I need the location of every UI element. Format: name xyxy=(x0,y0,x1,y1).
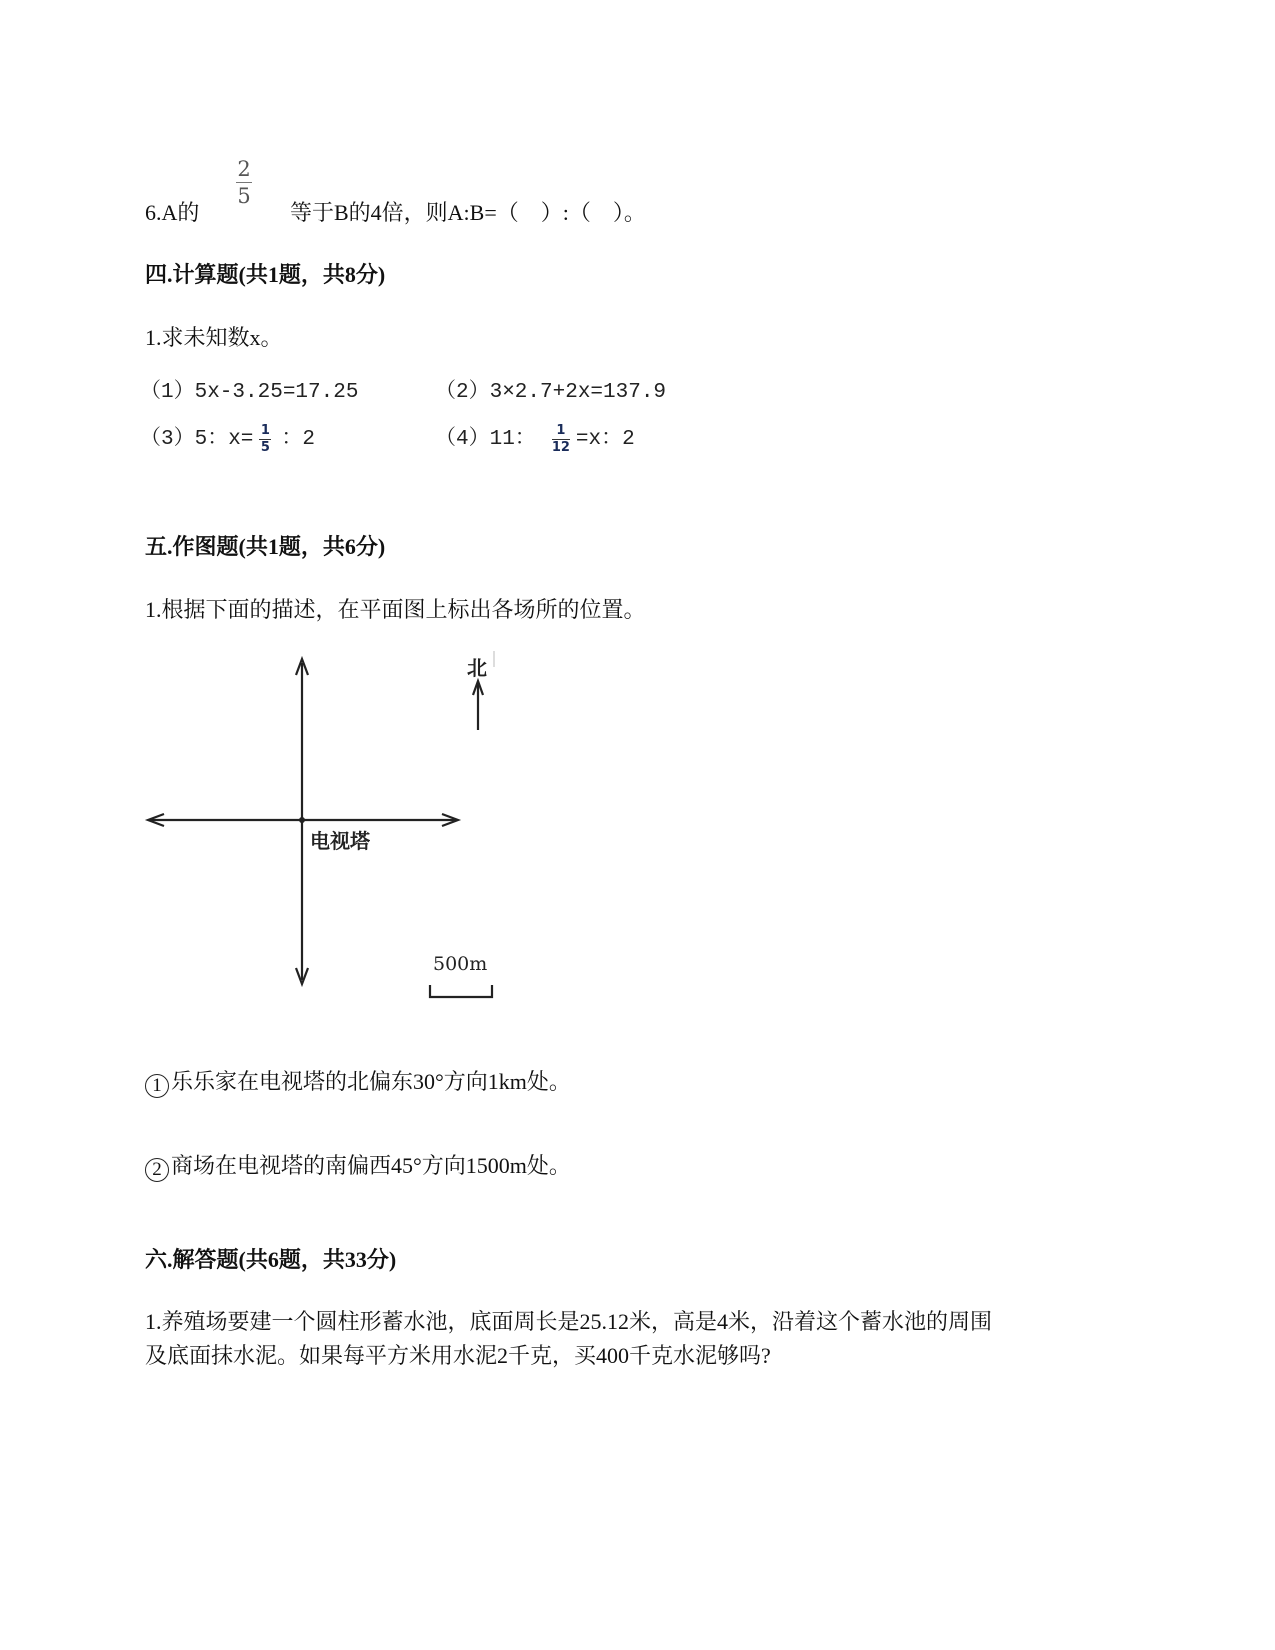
section6-q1-line2: 及底面抹水泥。如果每平方米用水泥2千克，买400千克水泥够吗? xyxy=(145,1343,771,1368)
item-1 xyxy=(145,1069,571,1098)
scale-label: 500m xyxy=(433,953,488,975)
scale-bar xyxy=(430,985,492,997)
tv-tower-label: 电视塔 xyxy=(310,829,370,853)
item-2-text: 商场在电视塔的南偏西45°方向1500m处。 xyxy=(171,1153,571,1178)
section5-question: 1.根据下面的描述，在平面图上标出各场所的位置。 xyxy=(145,597,646,622)
circled-number-2: 2 xyxy=(145,1158,169,1182)
q6-fraction-denominator: 5 xyxy=(237,184,251,208)
equation-4-fraction-numerator: 1 xyxy=(556,423,566,438)
north-label: 北 xyxy=(467,656,487,680)
center-point xyxy=(299,817,305,823)
section6-heading: 六.解答题(共6题，共33分) xyxy=(145,1247,397,1272)
equation-4-fraction-denominator: 12 xyxy=(551,440,570,455)
equation-4 xyxy=(435,424,635,455)
equation-3-fraction-denominator: 5 xyxy=(260,440,270,455)
equation-1: （1）5x-3.25=17.25 xyxy=(140,381,359,404)
item-2 xyxy=(145,1153,571,1182)
q6-fraction-numerator: 2 xyxy=(237,157,251,181)
equation-3-fraction xyxy=(259,424,271,455)
equation-3-fraction-numerator: 1 xyxy=(260,423,270,438)
circled-number-1: 1 xyxy=(145,1074,169,1098)
q6-suffix: 等于B的4倍，则A:B=（ ）:（ ）。 xyxy=(290,200,646,225)
equation-4-suffix: =x：2 xyxy=(575,427,635,451)
equation-4-fraction xyxy=(552,424,570,455)
fraction-bar xyxy=(236,182,252,183)
equation-4-prefix: （4）11： xyxy=(435,427,536,451)
section4-heading: 四.计算题(共1题，共8分) xyxy=(145,262,386,287)
section4-question: 1.求未知数x。 xyxy=(145,325,283,350)
equation-3-prefix: （3）5：x= xyxy=(140,427,254,451)
section6-q1-line1: 1.养殖场要建一个圆柱形蓄水池，底面周长是25.12米，高是4米，沿着这个蓄水池的周围 xyxy=(145,1309,993,1334)
section5-heading: 五.作图题(共1题，共6分) xyxy=(145,534,386,559)
item-1-text: 乐乐家在电视塔的北偏东30°方向1km处。 xyxy=(171,1069,571,1094)
q6-prefix: 6.A的 xyxy=(145,200,200,225)
equation-3 xyxy=(140,424,315,455)
equation-3-suffix: ：2 xyxy=(281,427,316,451)
equation-2: （2）3×2.7+2x=137.9 xyxy=(435,381,667,404)
q6-fraction xyxy=(236,158,252,207)
